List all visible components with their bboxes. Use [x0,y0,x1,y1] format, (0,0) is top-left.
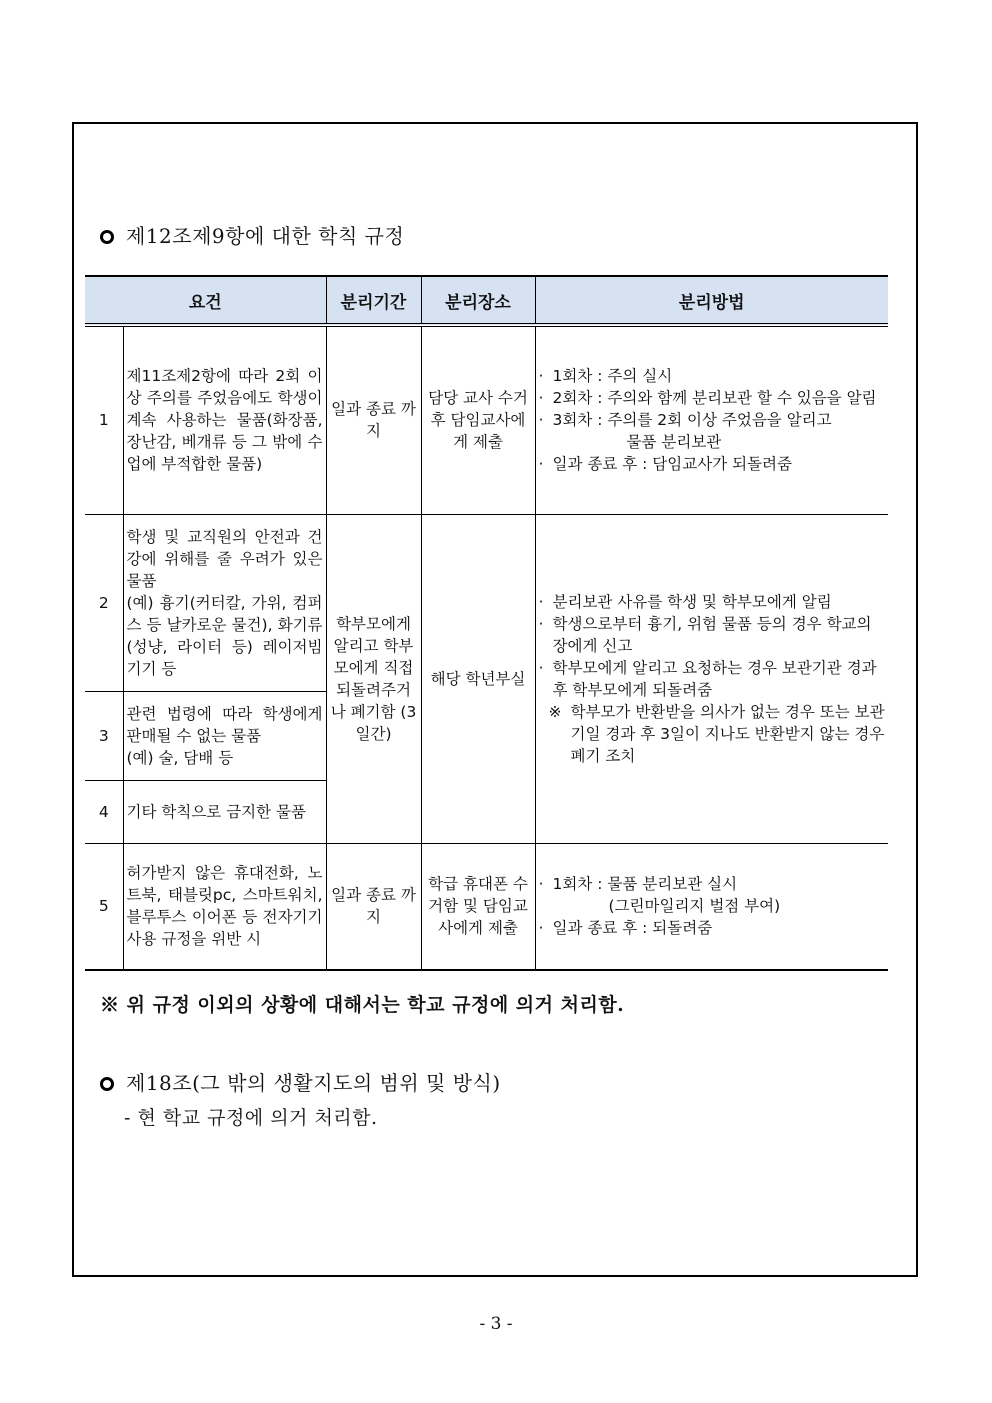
method-item: · 1회차 : 물품 분리보관 실시 [538,875,738,894]
row-place: 학급 휴대폰 수거함 및 담임교사에게 제출 [421,843,535,970]
header-condition: 요건 [85,276,326,325]
method-note: ※ 학부모가 반환받을 의사가 없는 경우 또는 보관 기일 경과 후 3일이 지나도 반환받지 않는 경우 폐기 조치 [548,702,885,765]
row-number: 5 [85,843,123,970]
section-title: 제18조(그 밖의 생활지도의 범위 및 방식) [126,1071,501,1095]
method-item: · 일과 종료 후 : 되돌려줌 [538,919,713,938]
table-header-row [85,276,888,325]
table-row [85,843,888,970]
row-method [535,325,888,514]
row-period: 일과 종료 까지 [326,325,421,514]
method-item-continuation: (그린마일리지 벌점 부여) [608,897,781,916]
row-condition: 기타 학칙으로 금지한 물품 [123,780,326,843]
page-number: - 3 - [479,1314,513,1334]
method-item: · 학생으로부터 흉기, 위험 물품 등의 경우 학교의 장에게 신고 [538,614,872,655]
row-period: 일과 종료 까지 [326,843,421,970]
row-number: 3 [85,691,123,780]
table-row [85,514,888,691]
section-heading-article18 [100,1067,501,1096]
row-number: 1 [85,325,123,514]
rules-table [85,275,888,971]
method-item: · 1회차 : 주의 실시 [538,367,673,386]
method-item: · 일과 종료 후 : 담임교사가 되돌려줌 [538,455,792,474]
header-place: 분리장소 [421,276,535,325]
row-number: 2 [85,514,123,691]
method-item-continuation: 물품 분리보관 [626,433,722,452]
header-period: 분리기간 [326,276,421,325]
method-item: · 3회차 : 주의를 2회 이상 주었음을 알리고 [538,411,832,430]
table-row [85,325,888,514]
notice-text: ※ 위 규정 이외의 상황에 대해서는 학교 규정에 의거 처리함. [100,994,625,1016]
row-place: 담당 교사 수거 후 담임교사에게 제출 [421,325,535,514]
method-item: · 2회차 : 주의와 함께 분리보관 할 수 있음을 알림 [538,389,877,408]
section-body: - 현 학교 규정에 의거 처리함. [124,1107,378,1129]
row-number: 4 [85,780,123,843]
hollow-circle-bullet-icon [100,1077,114,1091]
row-condition: 관련 법령에 따라 학생에게 판매될 수 없는 물품 (예) 술, 담배 등 [123,691,326,780]
row-condition: 허가받지 않은 휴대전화, 노트북, 태블릿pc, 스마트워치, 블루투스 이어폰 등 전자기기 사용 규정을 위반 시 [123,843,326,970]
row-method [535,843,888,970]
header-method: 분리방법 [535,276,888,325]
hollow-circle-bullet-icon [100,230,114,244]
row-condition: 제11조제2항에 따라 2회 이상 주의를 주었음에도 학생이 계속 사용하는 물품(화장품, 장난감, 베개류 등 그 밖에 수업에 부적합한 물품) [123,325,326,514]
section-title: 제12조제9항에 대한 학칙 규정 [126,224,405,248]
row-condition: 학생 및 교직원의 안전과 건강에 위해를 줄 우려가 있은 물품 (예) 흉기(커터칼, 가위, 컴퍼스 등 날카로운 물건), 화기류(성냥, 라이터 등) 레이저빔 기기 등 [123,514,326,691]
method-item: · 학부모에게 알리고 요청하는 경우 보관기관 경과 후 학부모에게 되돌려줌 [538,658,877,699]
row-place: 해당 학년부실 [421,514,535,843]
row-period: 학부모에게 알리고 학부모에게 직접 되돌려주거나 폐기함 (3일간) [326,514,421,843]
row-method [535,514,888,843]
section-heading-article12 [100,220,404,249]
method-item: · 분리보관 사유를 학생 및 학부모에게 알림 [538,592,832,611]
